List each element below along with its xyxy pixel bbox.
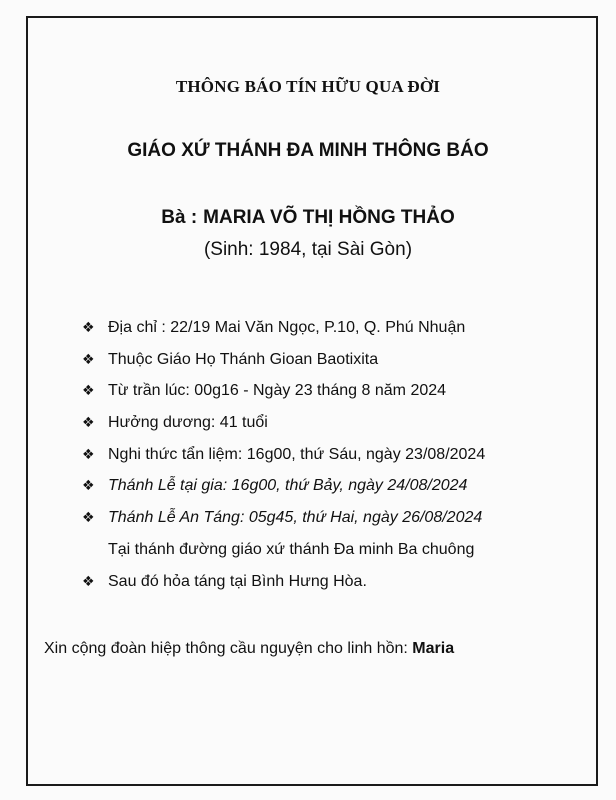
list-item [82,507,582,539]
notice-title: THÔNG BÁO TÍN HỮU QUA ĐỜI [175,77,441,96]
honorific-label: Bà : [161,207,198,228]
prayer-name: Maria [412,640,455,657]
age-text: Hưởng dương: 41 tuổi [108,414,268,432]
death-time-text: Từ trần lúc: 00g16 - Ngày 23 tháng 8 năm 2024 [108,382,447,400]
deceased-name: MARIA VÕ THỊ HỒNG THẢO [203,207,455,228]
address-text: Địa chỉ : 22/19 Mai Văn Ngọc, P.10, Q. Phú Nhuận [108,319,466,336]
list-item [82,349,582,381]
deceased-line [0,207,616,229]
details-list [82,317,582,602]
encoffining-text: Nghi thức tẩn liệm: 16g00, thứ Sáu, ngày 23/08/2024 [108,445,486,463]
list-item [82,571,582,603]
diamond-bullet-icon: ❖ [82,573,95,590]
church-location-text: Tại thánh đường giáo xứ thánh Đa minh Ba chuông [108,540,475,558]
diamond-bullet-icon: ❖ [82,478,95,495]
birth-info: (Sinh: 1984, tại Sài Gòn) [203,239,413,260]
parish-group-text: Thuộc Giáo Họ Thánh Gioan Baotixita [108,350,379,368]
funeral-mass-text: Thánh Lễ An Táng: 05g45, thứ Hai, ngày 26/08/2024 [108,509,483,527]
prayer-text: Xin cộng đoàn hiệp thông cầu nguyện cho linh hồn: [44,640,408,657]
list-item [82,317,582,349]
diamond-bullet-icon: ❖ [82,383,95,400]
list-item [82,539,582,571]
list-item [82,380,582,412]
home-mass-text: Thánh Lễ tại gia: 16g00, thứ Bảy, ngày 24/08/2024 [108,477,468,495]
parish-title: GIÁO XỨ THÁNH ĐA MINH THÔNG BÁO [127,140,489,161]
diamond-bullet-icon: ❖ [82,415,95,432]
list-item [82,444,582,476]
prayer-request [44,640,454,658]
diamond-bullet-icon: ❖ [82,351,95,368]
diamond-bullet-icon: ❖ [82,446,95,463]
cremation-text: Sau đó hỏa táng tại Bình Hưng Hòa. [108,572,367,590]
diamond-bullet-icon: ❖ [82,510,95,527]
list-item [82,412,582,444]
list-item [82,475,582,507]
diamond-bullet-icon: ❖ [82,320,95,336]
